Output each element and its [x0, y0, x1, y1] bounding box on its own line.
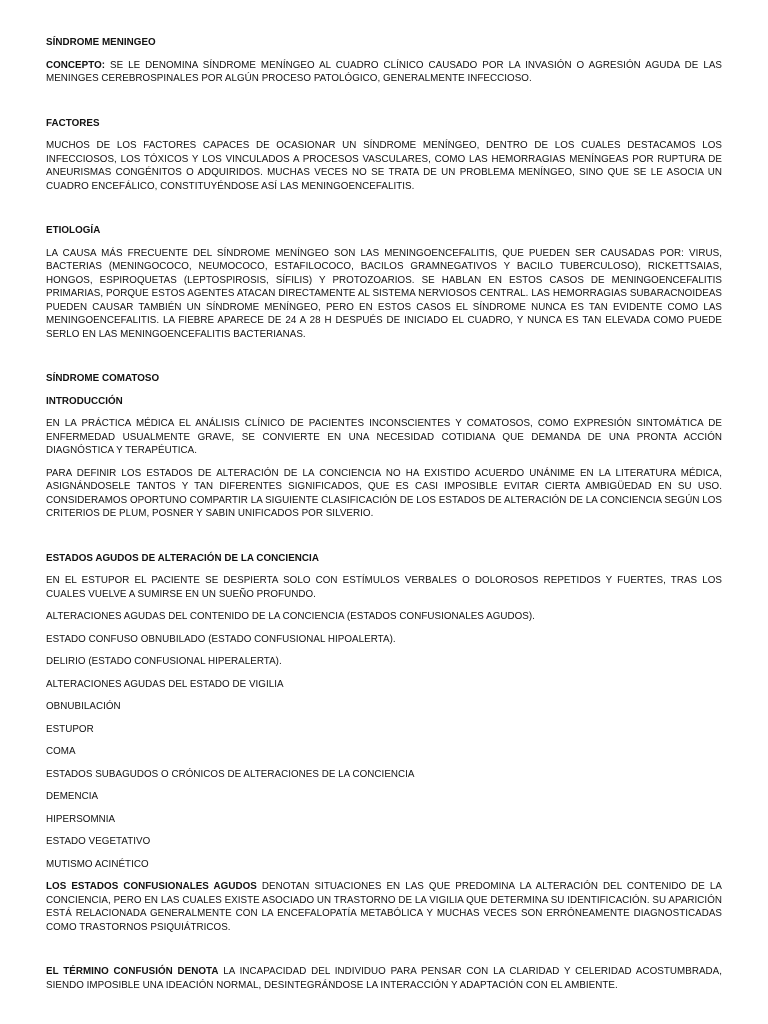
heading-factores: FACTORES: [46, 117, 100, 129]
heading-sindrome-comatoso: SÍNDROME COMATOSO: [46, 373, 160, 384]
list-item: DELIRIO (ESTADO CONFUSIONAL HIPERALERTA).: [46, 656, 282, 667]
list-item: ESTADO VEGETATIVO: [46, 836, 151, 847]
list-item: ESTADO CONFUSO OBNUBILADO (ESTADO CONFUSIONAL HIPOALERTA).: [46, 633, 396, 645]
list-item: ALTERACIONES AGUDAS DEL ESTADO DE VIGILIA: [46, 678, 284, 690]
heading-etiologia: ETIOLOGÍA: [46, 225, 101, 236]
list-item: MUTISMO ACINÉTICO: [46, 858, 149, 870]
confusion-text: LA INCAPACIDAD DEL INDIVIDUO PARA PENSAR CON LA CLARIDAD Y CELERIDAD ACOSTUMBRADA, SIENDO IMPOSIBLE UNA IDEACIÓN NORMAL, DESINTEGRÁNDOSE LA INTERACCIÓN Y ADAPTACIÓN CON EL AMBIENTE.: [46, 966, 723, 991]
list-item: ESTUPOR: [46, 723, 94, 735]
list-item: ALTERACIONES AGUDAS DEL CONTENIDO DE LA CONCIENCIA (ESTADOS CONFUSIONALES AGUDOS).: [46, 611, 535, 622]
heading-estados-agudos: ESTADOS AGUDOS DE ALTERACIÓN DE LA CONCIENCIA: [46, 552, 319, 564]
heading-introduccion: INTRODUCCIÓN: [46, 395, 123, 407]
list-item: DEMENCIA: [46, 791, 99, 802]
list-item: HIPERSOMNIA: [46, 813, 116, 825]
confusionales-text: DENOTAN SITUACIONES EN LAS QUE PREDOMINA LA ALTERACIÓN DEL CONTENIDO DE LA CONCIENCIA, PERO EN LAS CUALES EXISTE ASOCIADO UN TRASTORNO DE LA VIGILIA QUE DETERMINA SU IDENTIFICACIÓN. SU APARICIÓN ESTÁ RELACIONADA GENERALMENTE CON LA ENCEFALOPATÍA METABÓLICA Y MUCHAS VECES SON ERRÓNEAMENTE DIAGNOSTICADAS COMO TRASTORNOS PSIQUIÁTRICOS.: [46, 881, 722, 933]
heading-sindrome-meningeo: SÍNDROME MENINGEO: [46, 37, 156, 48]
paragraph-concepto: [46, 59, 722, 86]
list-item: ESTADOS SUBAGUDOS O CRÓNICOS DE ALTERACIONES DE LA CONCIENCIA: [46, 768, 415, 780]
concepto-text: SE LE DENOMINA SÍNDROME MENÍNGEO AL CUADRO CLÍNICO CAUSADO POR LA INVASIÓN O AGRESIÓN AGUDA DE LAS MENINGES CEREBROSPINALES POR ALGÚN PROCESO PATOLÓGICO, GENERALMENTE INFECCIOSO.: [46, 59, 722, 84]
paragraph-etiologia: LA CAUSA MÁS FRECUENTE DEL SÍNDROME MENÍNGEO SON LAS MENINGOENCEFALITIS, QUE PUEDEN SER CAUSADAS POR: VIRUS, BACTERIAS (MENINGOCOCO, NEUMOCOCO, ESTAFILOCOCO, BACILOS GRAMNEGATIVOS Y BACILO TUBERCULOSO), RICKETTSAIAS, HONGOS, ESPIROQUETAS (LEPTOSPIROSIS, SÍFILIS) Y PROTOZOARIOS. SE HABLAN EN ESTOS CASOS DE MENINGOENCEFALITIS PRIMARIAS, PORQUE ESTOS AGENTES ATACAN DIRECTAMENTE AL SISTEMA NERVIOSOS CENTRAL. LAS HEMORRAGIAS SUBARACNOIDEAS PUEDEN CAUSAR TAMBIÉN UN SÍNDROME MENÍNGEO, PERO EN ESTOS CASOS EL SÍNDROME NUNCA ES TAN EVIDENTE COMO LAS MENINGOENCEFALITIS. LA FIEBRE APARECE DE 24 A 28 H DESPUÉS DE INICIADO EL CUADRO, Y NUNCA ES TAN ELEVADA COMO PUEDE SERLO EN LAS MENINGOENCEFALITIS BACTERIANAS.: [46, 247, 722, 340]
list-item: COMA: [46, 746, 76, 757]
concepto-label: CONCEPTO:: [46, 59, 106, 71]
paragraph-introduccion-2: PARA DEFINIR LOS ESTADOS DE ALTERACIÓN DE LA CONCIENCIA NO HA EXISTIDO ACUERDO UNÁNIME EN LA LITERATURA MÉDICA, ASIGNÁNDOSELE TANTOS Y TAN DIFERENTES SIGNIFICADOS, QUE ES CASI IMPOSIBLE EVITAR CIERTA AMBIGÜEDAD EN SU USO. CONSIDERAMOS OPORTUNO COMPARTIR LA SIGUIENTE CLASIFICACIÓN DE LOS ESTADOS DE ALTERACIÓN DE LA CONCIENCIA SEGÚN LOS CRITERIOS DE PLUM, POSNER Y SABIN UNIFICADOS POR SILVERIO.: [46, 467, 722, 519]
paragraph-introduccion-1: EN LA PRÁCTICA MÉDICA EL ANÁLISIS CLÍNICO DE PACIENTES INCONSCIENTES Y COMATOSOS, COMO EXPRESIÓN SINTOMÁTICA DE ENFERMEDAD USUALMENTE GRAVE, SE CONVIERTE EN UNA NECESIDAD COTIDIANA QUE DEMANDA DE UNA PRONTA ACCIÓN DIAGNÓSTICA Y TERAPÉUTICA.: [46, 418, 722, 456]
paragraph-termino-confusion: [46, 965, 722, 992]
list-item: OBNUBILACIÓN: [46, 701, 121, 712]
paragraph-estupor: EN EL ESTUPOR EL PACIENTE SE DESPIERTA SOLO CON ESTÍMULOS VERBALES O DOLOROSOS REPETIDOS Y FUERTES, TRAS LOS CUALES VUELVE A SUMIRSE EN UN SUEÑO PROFUNDO.: [46, 575, 722, 600]
paragraph-estados-confusionales: [46, 880, 722, 934]
paragraph-factores: MUCHOS DE LOS FACTORES CAPACES DE OCASIONAR UN SÍNDROME MENÍNGEO, DENTRO DE LOS CUALES DESTACAMOS LOS INFECCIOSOS, LOS TÓXICOS Y LOS VINCULADOS A PROCESOS VASCULARES, COMO LAS HEMORRAGIAS MENÍNGEAS POR RUPTURA DE ANEURISMAS CONGÉNITOS O ADQUIRIDOS. MUCHAS VECES NO SE TRATA DE UN PROBLEMA MENÍNGEO, SINO QUE SE LE ASOCIA UN CUADRO ENCEFÁLICO, CONSTITUYÉNDOSE ASÍ LAS MENINGOENCEFALITIS.: [46, 140, 722, 192]
confusion-label: EL TÉRMINO CONFUSIÓN DENOTA: [46, 966, 219, 977]
confusionales-label: LOS ESTADOS CONFUSIONALES AGUDOS: [46, 881, 257, 892]
